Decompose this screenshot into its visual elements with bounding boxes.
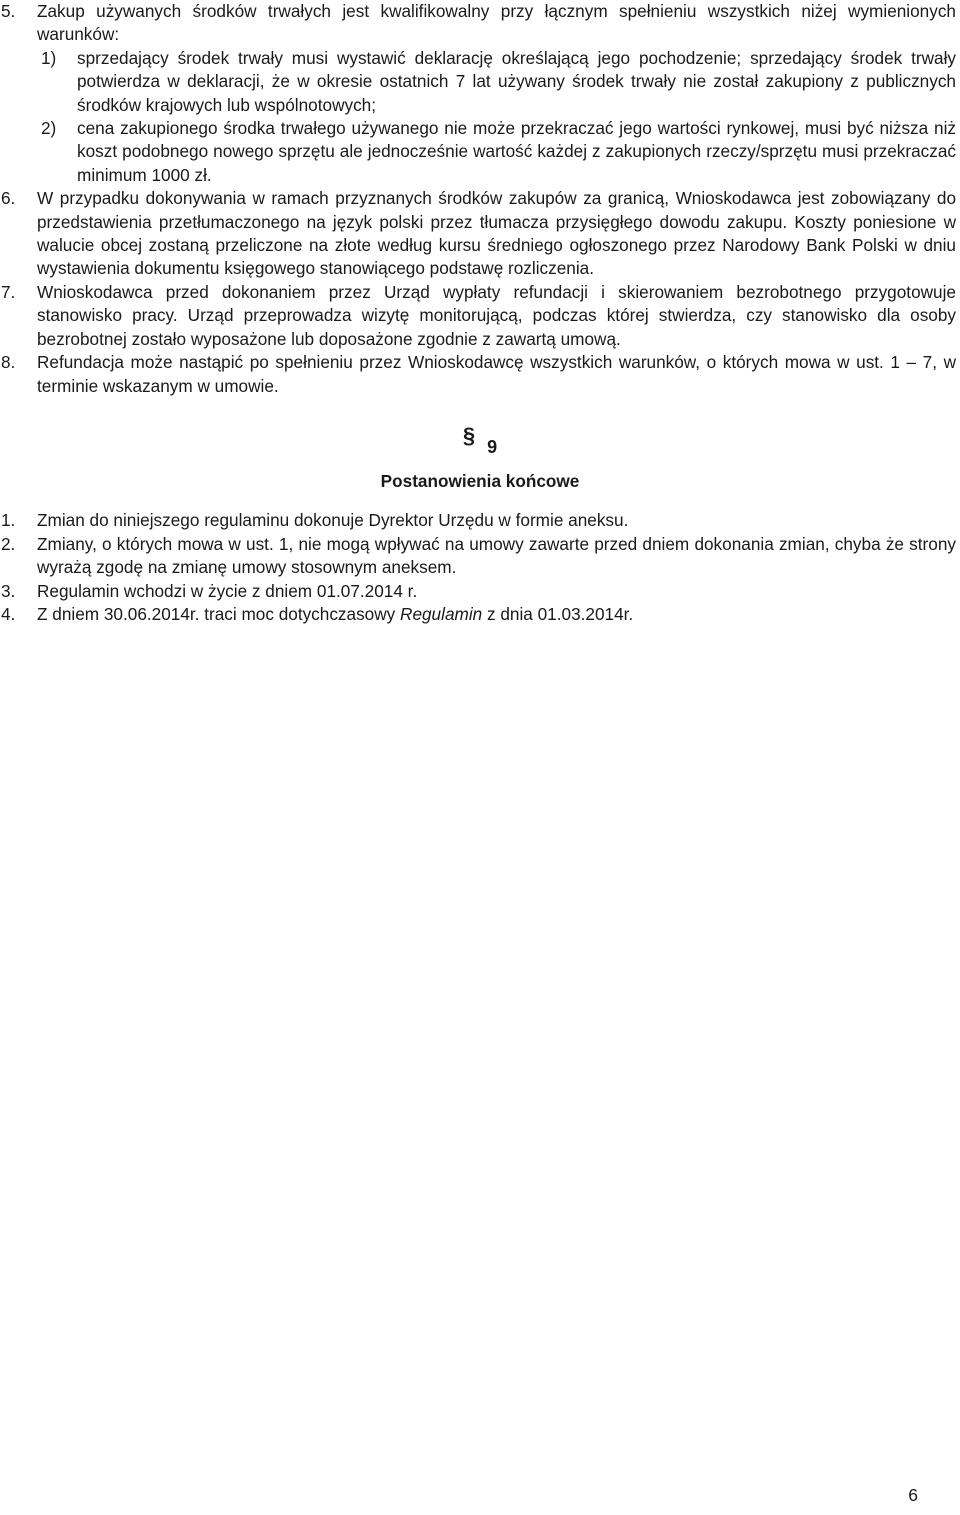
paragraph-text: W przypadku dokonywania w ramach przyznanych środków zakupów za granicą, Wnioskodawca jest zobowiązany do przedstawienia przetłumaczonego na język polski przez tłumacza przysięgłego dowodu zakupu. Koszty poniesione w walucie obcej zostaną przeliczone na złote według kursu średniego ogłoszonego przez Narodowy Bank Polski w dniu wystawienia dokumentu księgowego stanowiącego podstawę rozliczenia. [37,188,956,279]
paragraph-number: 6. [1,188,16,209]
paragraph-number: 5. [1,1,16,21]
paragraph-text: Zakup używanych środków trwałych jest kwalifikowalny przy łącznym spełnieniu wszystkich niżej wymienionych warunków: [37,1,956,45]
paragraph-text: Wnioskodawca przed dokonaniem przez Urząd wypłaty refundacji i skierowaniem bezrobotnego przygotowuje stanowisko pracy. Urząd przeprowadza wizytę monitorującą, podczas której stwierdza, czy stanowisko dla osoby bezrobotnej zostało wyposażone lub doposażone zgodnie z zawartą umową. [37,281,956,349]
subitem-text: cena zakupionego środka trwałego używanego nie może przekraczać jego wartości rynkowej, musi być niższa niż koszt podobnego nowego sprzętu ale jednocześnie wartość każdej z zakupionych rzeczy/sprzętu musi przekraczać minimum 1000 zł. [77,118,956,185]
section-sign: § [462,422,476,448]
paragraph-6 [0,187,960,281]
page-number: 6 [908,1485,918,1505]
regulation-title-italic: Regulamin [400,603,483,624]
paragraph-number: 8. [1,352,16,373]
paragraph-text: Zmian do niniejszego regulaminu dokonuje Dyrektor Urzędu w formie aneksu. [37,510,629,531]
paragraph-number: 4. [1,603,16,624]
subitem-2 [37,117,956,187]
paragraph-number: 3. [1,580,16,601]
section-number: 9 [487,436,498,457]
section-title: Postanowienia końcowe [380,470,580,491]
paragraph-text-start: Z dniem 30.06.2014r. traci moc dotychczasowy [37,603,401,624]
final-paragraph-2 [0,533,960,580]
subitem-number: 2) [41,118,57,139]
final-paragraph-4 [0,603,960,626]
section-number-heading [0,422,960,460]
paragraph-number: 2. [1,533,16,554]
paragraph-number: 1. [1,510,16,531]
final-paragraph-3 [0,580,960,603]
subitem-number: 1) [41,47,57,68]
paragraph-8 [0,351,960,398]
paragraph-text: Refundacja może nastąpić po spełnieniu przez Wnioskodawcę wszystkich warunków, o których mowa w ust. 1 – 7, w terminie wskazanym w umowie. [37,352,956,396]
subitem-text: sprzedający środek trwały musi wystawić deklarację określającą jego pochodzenie; sprzedający środek trwały potwierdza w deklaracji, że w okresie ostatnich 7 lat używany środek trwały nie został zakupiony z publicznych środków krajowych lub wspólnotowych; [77,47,956,115]
paragraph-text: Regulamin wchodzi w życie z dniem 01.07.2014 r. [37,580,418,601]
paragraph-5 [0,0,960,187]
final-paragraph-1 [0,509,960,532]
paragraph-number: 7. [1,281,16,302]
section-9-content [0,509,960,626]
paragraph-text-end: z dnia 01.03.2014r. [482,603,634,624]
subitem-1 [37,47,956,117]
paragraph-7 [0,281,960,351]
section-8-continued [0,0,960,398]
paragraph-text: Zmiany, o których mowa w ust. 1, nie mogą wpływać na umowy zawarte przed dniem dokonania zmian, chyba że strony wyrażą zgodę na zmianę umowy stosownym aneksem. [37,533,956,578]
